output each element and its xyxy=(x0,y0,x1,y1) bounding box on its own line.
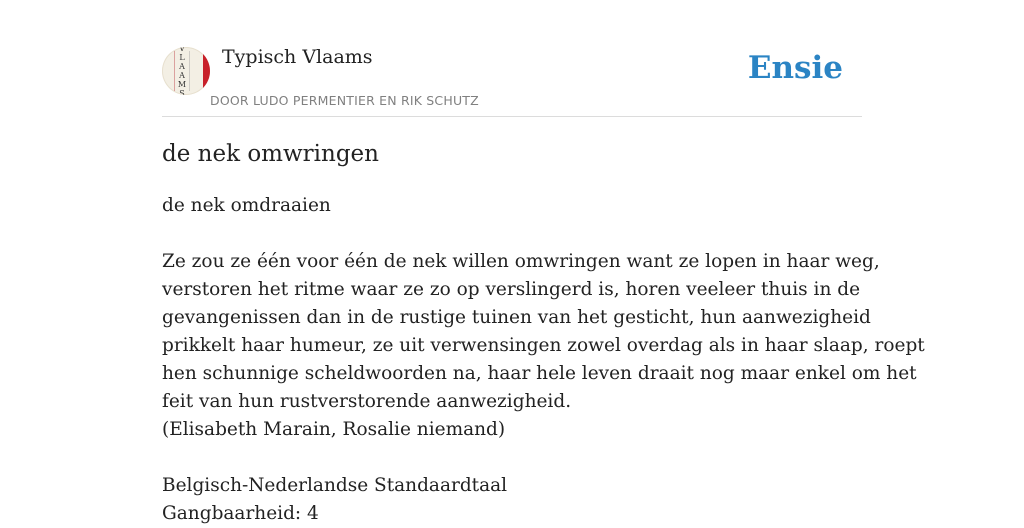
avatar-letter: V xyxy=(179,47,185,53)
paragraph-gap xyxy=(162,220,862,248)
entry-title: de nek omwringen xyxy=(162,141,379,167)
entry-body xyxy=(162,192,925,528)
avatar-letters xyxy=(162,47,202,95)
author-byline: DOOR LUDO PERMENTIER EN RIK SCHUTZ xyxy=(210,93,479,108)
ensie-logo-link[interactable]: Ensie xyxy=(747,50,843,86)
example-line: feit van hun rustverstorende aanwezigheid. xyxy=(162,391,572,412)
example-line: verstoren het ritme waar ze zo op verslingerd is, horen veeleer thuis in de xyxy=(162,279,861,300)
entry-content xyxy=(162,138,925,528)
definition-text: de nek omdraaien xyxy=(162,195,331,216)
example-line: prikkelt haar humeur, ze uit verwensingen zowel overdag als in haar slaap, roept xyxy=(162,335,925,356)
paragraph-gap xyxy=(162,444,862,472)
register-label: Belgisch-Nederlandse Standaardtaal xyxy=(162,475,508,496)
familiarity-rating: Gangbaarheid: 4 xyxy=(162,503,319,524)
avatar-letter: A xyxy=(179,71,185,80)
source-citation: (Elisabeth Marain, Rosalie niemand) xyxy=(162,419,506,440)
avatar-stripe xyxy=(203,47,210,95)
avatar-letter: L xyxy=(179,53,185,62)
example-line: hen schunnige scheldwoorden na, haar hele leven draait nog maar enkel om het xyxy=(162,363,917,384)
avatar-letter: S xyxy=(179,89,185,95)
site-header xyxy=(162,44,862,117)
example-line: Ze zou ze één voor één de nek willen omwringen want ze lopen in haar weg, xyxy=(162,251,880,272)
avatar-letter: A xyxy=(179,62,185,71)
example-line: gevangenissen dan in de rustige tuinen van het gesticht, hun aanwezigheid xyxy=(162,307,871,328)
blog-title-link[interactable]: Typisch Vlaams xyxy=(222,46,373,68)
avatar-letter: M xyxy=(177,80,187,89)
book-cover-avatar[interactable] xyxy=(162,47,210,95)
